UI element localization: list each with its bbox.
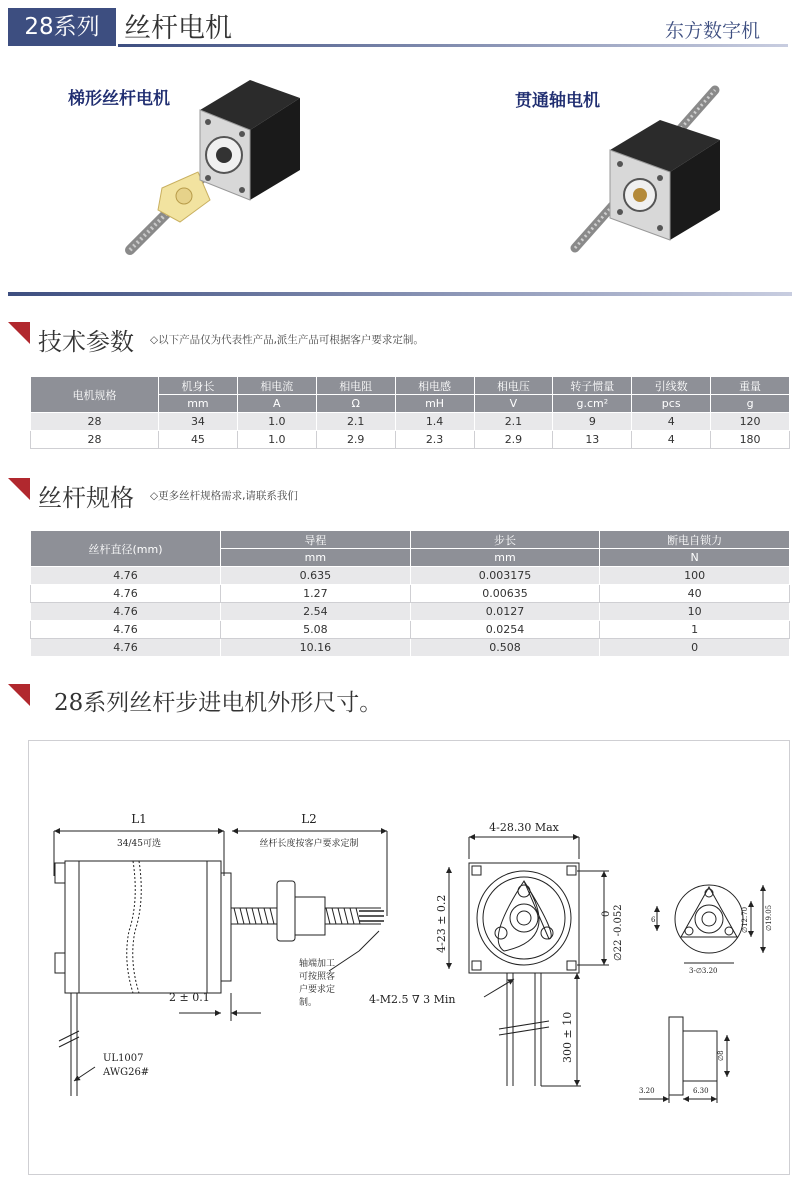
table-cell: 9: [553, 413, 632, 431]
through-shaft-motor-image: [410, 60, 790, 280]
specs-col-header: 转子惯量: [553, 377, 632, 395]
table-cell: 13: [553, 431, 632, 449]
shaft-note-line: 轴端加工: [299, 959, 336, 969]
specs-col-unit: A: [237, 395, 316, 413]
table-cell: 1.0: [237, 431, 316, 449]
specs-col-header: 相电感: [395, 377, 474, 395]
table-row: [31, 413, 790, 431]
table-cell: 4.76: [31, 603, 221, 621]
shaft-note-line: 制。: [299, 998, 318, 1008]
page-title: 丝杆电机: [124, 13, 232, 44]
specs-col-unit: mm: [159, 395, 238, 413]
dim-dia: ∅22 -0.052: [613, 904, 624, 961]
table-cell: 1.0: [237, 413, 316, 431]
drawing-title: 28系列丝杆步进电机外形尺寸。: [54, 690, 383, 716]
table-cell: 45: [159, 431, 238, 449]
specs-col-header: 引线数: [632, 377, 711, 395]
section-separator: [8, 292, 792, 296]
specs-col-header: 重量: [711, 377, 790, 395]
table-cell: 34: [159, 413, 238, 431]
section-marker-icon: [8, 478, 30, 500]
dim-lead-length: 300 ± 10: [561, 1011, 574, 1063]
specs-col-unit: V: [474, 395, 553, 413]
table-cell: 0.0254: [410, 621, 600, 639]
table-cell: 180: [711, 431, 790, 449]
header-rule: [118, 44, 788, 47]
table-cell: 28: [31, 431, 159, 449]
dim-l2-note: 丝杆长度按客户要求定制: [259, 839, 359, 849]
table-row: [31, 639, 790, 657]
table-cell: 0.003175: [410, 567, 600, 585]
table-cell: 2.1: [316, 413, 395, 431]
table-cell: 0.508: [410, 639, 600, 657]
table-row: [31, 603, 790, 621]
specs-col-header: 机身长: [159, 377, 238, 395]
screw-col-unit: mm: [410, 549, 600, 567]
table-cell: 0.00635: [410, 585, 600, 603]
dim-l1: L1: [131, 812, 147, 826]
table-cell: 2.9: [316, 431, 395, 449]
specs-col-unit: pcs: [632, 395, 711, 413]
table-cell: 4.76: [31, 567, 221, 585]
wire-gauge: AWG26#: [103, 1067, 150, 1078]
dim-dia-zero: 0: [601, 910, 612, 917]
table-cell: 1.4: [395, 413, 474, 431]
table-cell: 100: [600, 567, 790, 585]
specs-col-unit: Ω: [316, 395, 395, 413]
table-cell: 2.1: [474, 413, 553, 431]
table-cell: 40: [600, 585, 790, 603]
screw-note: ◇更多丝杆规格需求,请联系我们: [150, 490, 298, 502]
dim-top: 4-28.30 Max: [489, 821, 559, 834]
table-cell: 5.08: [221, 621, 411, 639]
specs-col-header: 相电流: [237, 377, 316, 395]
shaft-note-line: 可按照客: [299, 972, 336, 982]
specs-col-unit: g: [711, 395, 790, 413]
screw-title: 丝杆规格: [38, 484, 134, 512]
table-cell: 2.54: [221, 603, 411, 621]
table-cell: 10.16: [221, 639, 411, 657]
specs-col-header: 相电压: [474, 377, 553, 395]
specs-col-header: 相电阻: [316, 377, 395, 395]
screw-col-unit: N: [600, 549, 790, 567]
drawing-section-heading: [8, 684, 708, 720]
table-cell: 0: [600, 639, 790, 657]
table-row: [31, 567, 790, 585]
table-cell: 2.3: [395, 431, 474, 449]
table-cell: 120: [711, 413, 790, 431]
specs-header-first: 电机规格: [31, 377, 159, 413]
table-cell: 1.27: [221, 585, 411, 603]
page-header: [0, 0, 800, 50]
dimension-drawing-panel: [28, 740, 790, 1175]
table-row: [31, 431, 790, 449]
table-cell: 1: [600, 621, 790, 639]
specs-col-unit: mH: [395, 395, 474, 413]
table-cell: 4.76: [31, 621, 221, 639]
screw-col-header: 断电自锁力: [600, 531, 790, 549]
series-badge: 28系列: [8, 8, 116, 46]
dim-l1-note: 34/45可选: [117, 839, 161, 849]
table-cell: 4: [632, 431, 711, 449]
product-caption-through-shaft: 贯通轴电机: [515, 91, 600, 111]
specs-col-unit: g.cm²: [553, 395, 632, 413]
table-cell: 10: [600, 603, 790, 621]
nut-dim-d8: ∅8: [717, 1050, 725, 1061]
screw-col-unit: mm: [221, 549, 411, 567]
table-cell: 2.9: [474, 431, 553, 449]
table-cell: 28: [31, 413, 159, 431]
table-cell: 4.76: [31, 585, 221, 603]
specs-title: 技术参数: [38, 328, 134, 356]
nut-dim-w1: 3.20: [639, 1087, 655, 1095]
screw-col-header: 导程: [221, 531, 411, 549]
specs-section-heading: [8, 322, 708, 358]
nut-dim-w2: 6.30: [693, 1087, 709, 1095]
section-marker-icon: [8, 322, 30, 344]
wire-type: UL1007: [103, 1053, 144, 1064]
table-cell: 4: [632, 413, 711, 431]
specs-table: [30, 376, 790, 449]
dim-screw: 4-M2.5 ∇ 3 Min: [369, 993, 456, 1006]
product-caption-trapezoid: 梯形丝杆电机: [68, 89, 170, 109]
nut-dim-d1: ∅12.70: [741, 906, 749, 933]
dimension-drawing: [29, 741, 789, 1174]
table-row: [31, 621, 790, 639]
screw-section-heading: [8, 478, 708, 514]
table-cell: 4.76: [31, 639, 221, 657]
nut-dim-holes: 3-∅3.20: [689, 967, 718, 975]
specs-note: ◇以下产品仅为代表性产品,派生产品可根据客户要求定制。: [150, 334, 424, 346]
section-marker-icon: [8, 684, 30, 706]
screw-header-first: 丝杆直径(mm): [31, 531, 221, 567]
table-cell: 0.0127: [410, 603, 600, 621]
screw-table: [30, 530, 790, 657]
table-cell: 0.635: [221, 567, 411, 585]
dim-l2: L2: [301, 812, 317, 826]
dim-side: 4-23 ± 0.2: [435, 894, 448, 953]
shaft-note-line: 户要求定: [299, 985, 336, 995]
dim-2: 2 ± 0.1: [169, 991, 210, 1004]
table-row: [31, 585, 790, 603]
nut-dim-6: 6: [651, 916, 656, 924]
nut-dim-d2: ∅19.05: [765, 904, 773, 931]
screw-col-header: 步长: [410, 531, 600, 549]
brand-name: 东方数字机: [664, 20, 760, 42]
